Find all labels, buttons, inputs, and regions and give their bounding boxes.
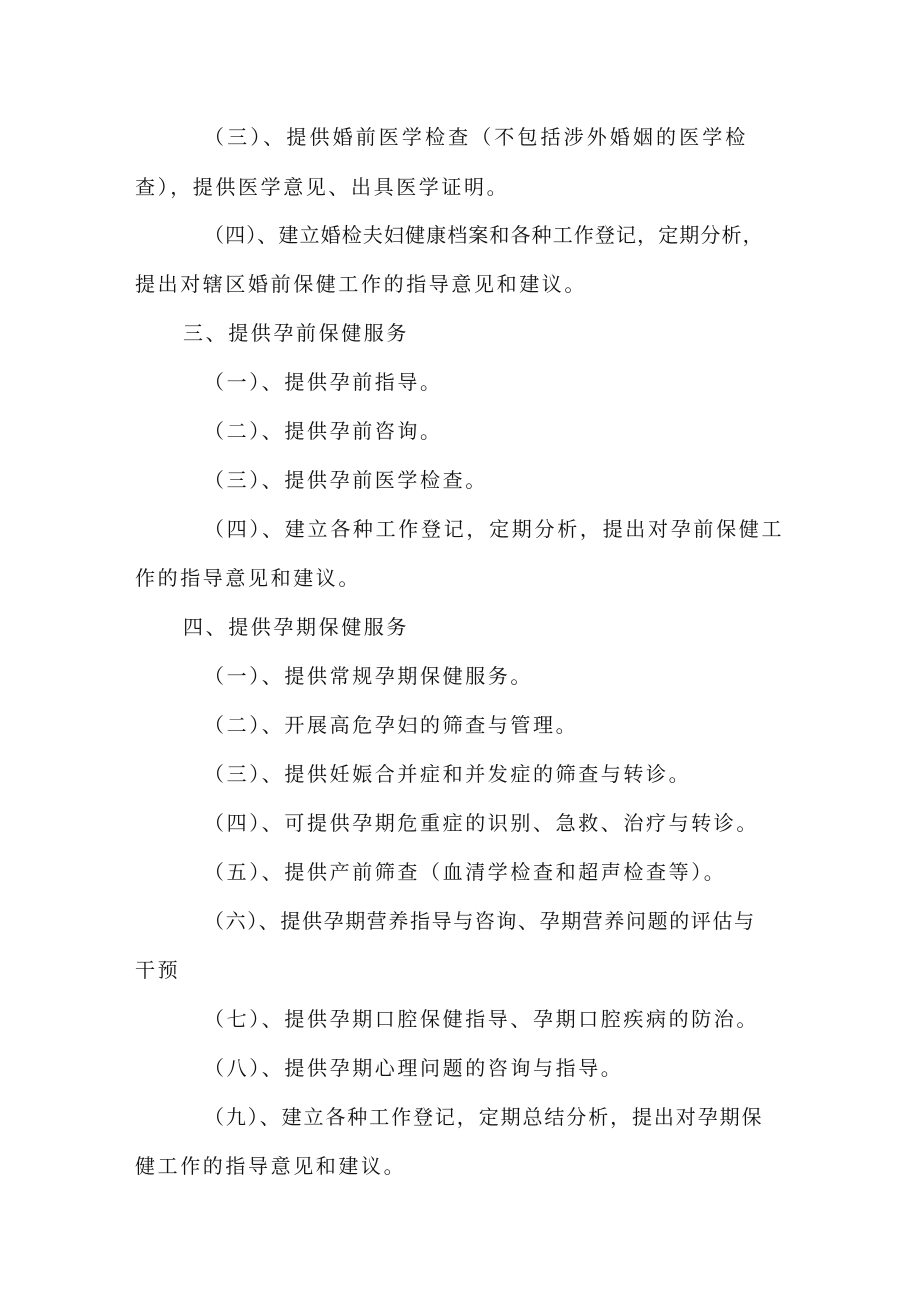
item-high-risk-screening: （二）、开展高危孕妇的筛查与管理。 <box>204 713 579 737</box>
item-preconception-consultation: （二）、提供孕前咨询。 <box>204 419 443 443</box>
item-preconception-guidance: （一）、提供孕前指导。 <box>204 370 443 394</box>
paragraph-preconception-records-line-2: 作的指导意见和建议。 <box>135 566 361 590</box>
item-critical-care: （四）、可提供孕期危重症的识别、急救、治疗与转诊。 <box>204 811 759 835</box>
item-preconception-checkup: （三）、提供孕前医学检查。 <box>204 468 488 492</box>
item-psychological-consultation: （八）、提供孕期心理问题的咨询与指导。 <box>204 1056 624 1080</box>
item-complication-screening: （三）、提供妊娠合并症和并发症的筛查与转诊。 <box>204 762 692 786</box>
item-oral-health: （七）、提供孕期口腔保健指导、孕期口腔疾病的防治。 <box>204 1007 759 1031</box>
paragraph-pregnancy-records-line-2: 健工作的指导意见和建议。 <box>135 1154 407 1178</box>
paragraph-premarital-checkup-line-1: （三）、提供婚前医学检查（不包括涉外婚姻的医学检 <box>204 125 749 149</box>
paragraph-nutrition-line-2: 干预 <box>135 958 181 982</box>
paragraph-pregnancy-records-line-1: （九）、建立各种工作登记，定期总结分析，提出对孕期保 <box>204 1105 764 1129</box>
item-prenatal-screening: （五）、提供产前筛查（血清学检查和超声检查等）。 <box>204 860 727 884</box>
paragraph-premarital-records-line-1: （四）、建立婚检夫妇健康档案和各种工作登记，定期分析， <box>204 223 764 247</box>
paragraph-nutrition-line-1: （六）、提供孕期营养指导与咨询、孕期营养问题的评估与 <box>204 909 756 933</box>
section-heading-pregnancy: 四、提供孕期保健服务 <box>183 615 409 639</box>
section-heading-preconception: 三、提供孕前保健服务 <box>183 321 409 345</box>
paragraph-premarital-checkup-line-2: 查），提供医学意见、出具医学证明。 <box>135 175 510 199</box>
paragraph-preconception-records-line-1: （四）、建立各种工作登记，定期分析，提出对孕前保健工 <box>204 517 785 541</box>
paragraph-premarital-records-line-2: 提出对辖区婚前保健工作的指导意见和建议。 <box>135 272 587 296</box>
item-routine-pregnancy-care: （一）、提供常规孕期保健服务。 <box>204 664 533 688</box>
